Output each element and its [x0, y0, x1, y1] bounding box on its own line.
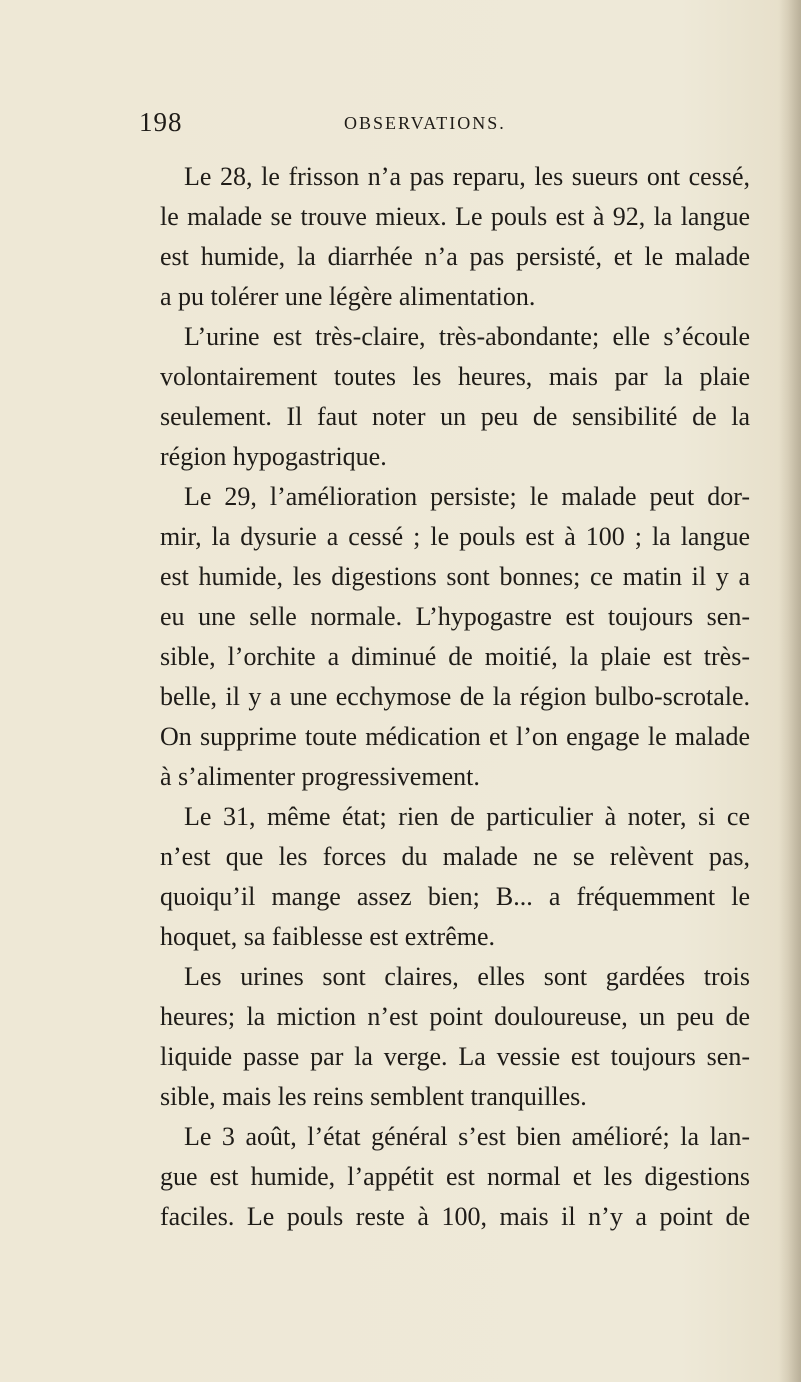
text-line: volontairement toutes les heures, mais par la plaie — [160, 362, 750, 391]
text-line: belle, il y a une ecchymose de la région bulbo-scrotale. — [160, 682, 750, 711]
text-line: Le 3 août, l’état général s’est bien amélioré; la lan- — [184, 1122, 750, 1151]
page-edge-shadow — [779, 0, 801, 1382]
text-line: Le 28, le frisson n’a pas reparu, les sueurs ont cessé, — [184, 162, 750, 191]
text-line: région hypogastrique. — [160, 442, 387, 471]
text-line: On supprime toute médication et l’on engage le malade — [160, 722, 750, 751]
text-line: faciles. Le pouls reste à 100, mais il n’y a point de — [160, 1202, 750, 1231]
text-line: sible, mais les reins semblent tranquilles. — [160, 1082, 587, 1111]
text-line: hoquet, sa faiblesse est extrême. — [160, 922, 495, 951]
text-line: est humide, les digestions sont bonnes; ce matin il y a — [160, 562, 750, 591]
text-line: gue est humide, l’appétit est normal et les digestions — [160, 1162, 750, 1191]
text-line: Les urines sont claires, elles sont gardées trois — [184, 962, 750, 991]
text-line: est humide, la diarrhée n’a pas persisté, et le malade — [160, 242, 750, 271]
page-header — [139, 107, 748, 147]
text-line: heures; la miction n’est point douloureuse, un peu de — [160, 1002, 750, 1031]
text-line: L’urine est très-claire, très-abondante; elle s’écoule — [184, 322, 750, 351]
text-line: sible, l’orchite a diminué de moitié, la plaie est très- — [160, 642, 750, 671]
text-line: le malade se trouve mieux. Le pouls est à 92, la langue — [160, 202, 750, 231]
text-line: mir, la dysurie a cessé ; le pouls est à 100 ; la langue — [160, 522, 750, 551]
text-line: à s’alimenter progressivement. — [160, 762, 480, 791]
running-head: OBSERVATIONS. — [344, 113, 506, 133]
page-number: 198 — [139, 107, 183, 137]
text-line: quoiqu’il mange assez bien; B... a fréquemment le — [160, 882, 750, 911]
text-line: n’est que les forces du malade ne se relèvent pas, — [160, 842, 750, 871]
text-line: eu une selle normale. L’hypogastre est toujours sen- — [160, 602, 750, 631]
text-line: liquide passe par la verge. La vessie est toujours sen- — [160, 1042, 750, 1071]
text-line: a pu tolérer une légère alimentation. — [160, 282, 536, 311]
text-line: Le 29, l’amélioration persiste; le malade peut dor- — [184, 482, 750, 511]
text-line: Le 31, même état; rien de particulier à noter, si ce — [184, 802, 750, 831]
text-line: seulement. Il faut noter un peu de sensibilité de la — [160, 402, 750, 431]
body-text — [160, 157, 750, 1237]
